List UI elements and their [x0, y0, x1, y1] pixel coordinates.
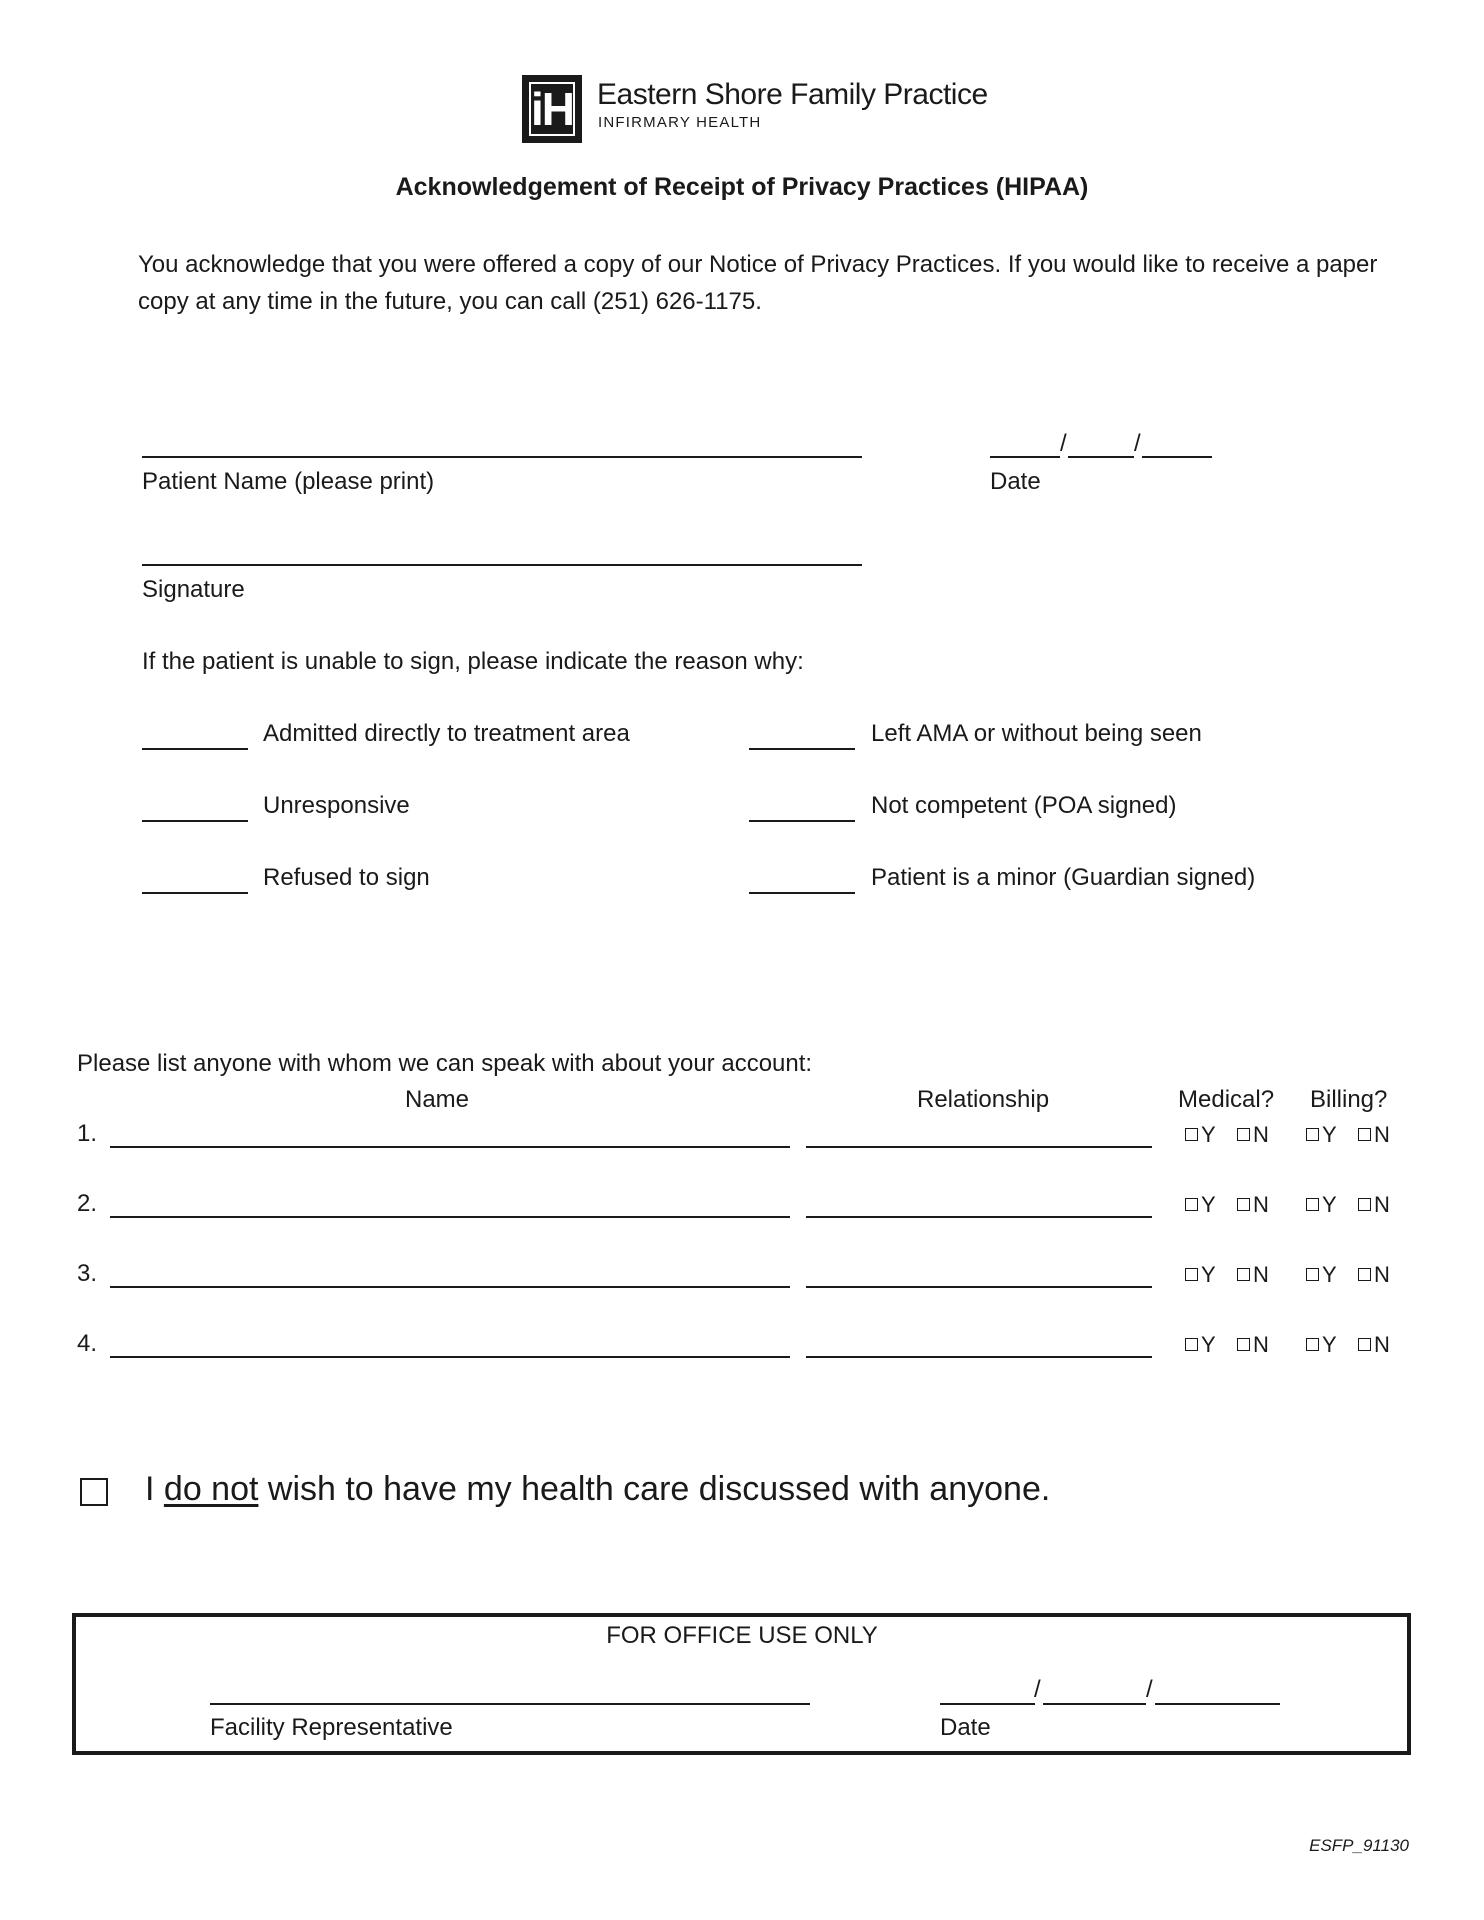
reason-label: Left AMA or without being seen: [871, 720, 1202, 747]
row-number: 1.: [77, 1120, 98, 1147]
row-number: 4.: [77, 1330, 98, 1357]
reason-blank[interactable]: [749, 820, 855, 822]
contact-name-field[interactable]: [110, 1356, 790, 1358]
reason-blank[interactable]: [142, 892, 248, 894]
col-header-billing: Billing?: [1310, 1086, 1388, 1113]
date-slash: /: [1146, 1676, 1153, 1703]
form-id: ESFP_91130: [1309, 1836, 1409, 1855]
office-date-year-field[interactable]: [1155, 1703, 1280, 1705]
billing-no-checkbox[interactable]: N: [1358, 1262, 1390, 1288]
signature-label: Signature: [142, 576, 245, 603]
date-year-field[interactable]: [1142, 456, 1212, 458]
office-date-label: Date: [940, 1714, 991, 1741]
facility-rep-field[interactable]: [210, 1703, 810, 1705]
col-header-name: Name: [405, 1086, 470, 1113]
intro-paragraph: You acknowledge that you were offered a copy of our Notice of Privacy Practices. If you would like to receive a paper copy at any time in the future, you can call (251) 626-1175.: [138, 251, 1378, 315]
contact-name-field[interactable]: [110, 1286, 790, 1288]
patient-name-label: Patient Name (please print): [142, 468, 435, 495]
date-slash: /: [1134, 430, 1141, 457]
billing-yes-checkbox[interactable]: Y: [1306, 1332, 1337, 1358]
billing-yes-checkbox[interactable]: Y: [1306, 1192, 1337, 1218]
medical-yes-checkbox[interactable]: Y: [1185, 1332, 1216, 1358]
row-number: 3.: [77, 1260, 98, 1287]
patient-name-field[interactable]: [142, 456, 862, 458]
billing-no-checkbox[interactable]: N: [1358, 1332, 1390, 1358]
office-use-title: FOR OFFICE USE ONLY: [606, 1622, 878, 1649]
reason-blank[interactable]: [142, 748, 248, 750]
medical-no-checkbox[interactable]: N: [1237, 1192, 1269, 1218]
office-date-month-field[interactable]: [940, 1703, 1035, 1705]
billing-yes-checkbox[interactable]: Y: [1306, 1262, 1337, 1288]
office-date-day-field[interactable]: [1043, 1703, 1146, 1705]
date-label: Date: [990, 468, 1041, 495]
opt-out-statement: I do not wish to have my health care discussed with anyone.: [145, 1470, 1051, 1508]
logo-mark: [522, 75, 582, 143]
medical-yes-checkbox[interactable]: Y: [1185, 1262, 1216, 1288]
row-number: 2.: [77, 1190, 98, 1217]
reason-label: Unresponsive: [263, 792, 410, 819]
billing-yes-checkbox[interactable]: Y: [1306, 1122, 1337, 1148]
brand-subtitle: INFIRMARY HEALTH: [598, 114, 762, 131]
logo-glyph: iH: [531, 83, 573, 135]
medical-yes-checkbox[interactable]: Y: [1185, 1192, 1216, 1218]
col-header-medical: Medical?: [1178, 1086, 1275, 1113]
reason-blank[interactable]: [142, 820, 248, 822]
contact-relationship-field[interactable]: [806, 1146, 1152, 1148]
contact-relationship-field[interactable]: [806, 1286, 1152, 1288]
reason-label: Admitted directly to treatment area: [263, 720, 630, 747]
col-header-relationship: Relationship: [917, 1086, 1050, 1113]
opt-out-emphasis: do not: [163, 1470, 259, 1508]
signature-field[interactable]: [142, 564, 862, 566]
contact-name-field[interactable]: [110, 1146, 790, 1148]
contact-relationship-field[interactable]: [806, 1216, 1152, 1218]
contact-relationship-field[interactable]: [806, 1356, 1152, 1358]
date-slash: /: [1034, 1676, 1041, 1703]
date-month-field[interactable]: [990, 456, 1060, 458]
billing-no-checkbox[interactable]: N: [1358, 1192, 1390, 1218]
medical-no-checkbox[interactable]: N: [1237, 1122, 1269, 1148]
contacts-prompt: Please list anyone with whom we can speak with about your account:: [77, 1050, 813, 1077]
contact-name-field[interactable]: [110, 1216, 790, 1218]
opt-out-checkbox[interactable]: [80, 1478, 108, 1506]
date-day-field[interactable]: [1068, 456, 1134, 458]
reason-label: Not competent (POA signed): [871, 792, 1177, 819]
medical-no-checkbox[interactable]: N: [1237, 1262, 1269, 1288]
reason-label: Refused to sign: [263, 864, 430, 891]
date-slash: /: [1060, 430, 1067, 457]
document-title: Acknowledgement of Receipt of Privacy Practices (HIPAA): [395, 173, 1089, 201]
medical-yes-checkbox[interactable]: Y: [1185, 1122, 1216, 1148]
medical-no-checkbox[interactable]: N: [1237, 1332, 1269, 1358]
reason-blank[interactable]: [749, 892, 855, 894]
billing-no-checkbox[interactable]: N: [1358, 1122, 1390, 1148]
reason-blank[interactable]: [749, 748, 855, 750]
unable-to-sign-prompt: If the patient is unable to sign, please indicate the reason why:: [142, 648, 804, 675]
reason-label: Patient is a minor (Guardian signed): [871, 864, 1256, 891]
brand-name: Eastern Shore Family Practice: [597, 78, 988, 111]
facility-rep-label: Facility Representative: [210, 1714, 453, 1741]
